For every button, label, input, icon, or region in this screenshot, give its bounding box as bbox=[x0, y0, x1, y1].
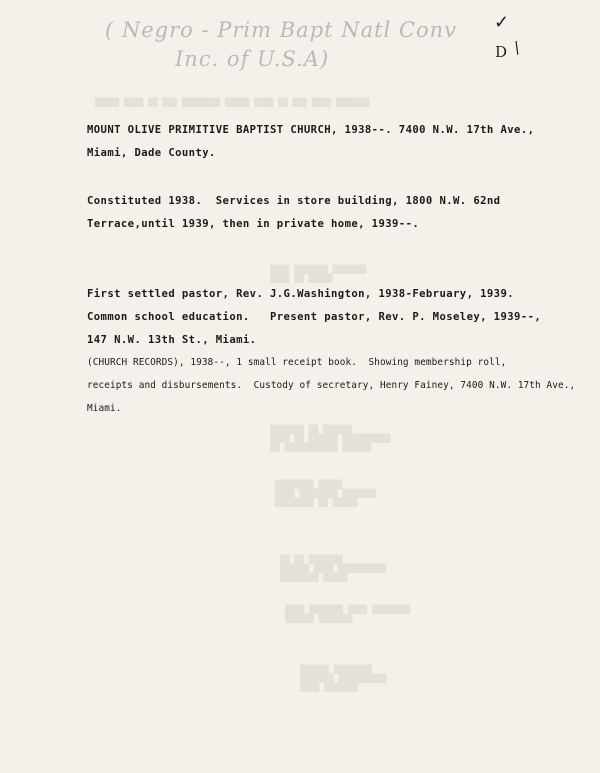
pen-stroke-icon: / bbox=[510, 37, 524, 58]
history-line-1: Constituted 1938. Services in store building, 1800 N.W. 62nd bbox=[87, 195, 501, 207]
history-line-2: Terrace,until 1939, then in private home, 1939--. bbox=[87, 218, 420, 230]
bleed-through-text: ████ ███████ ███████ ████ ██ █████ bbox=[270, 265, 367, 283]
church-location-line: Miami, Dade County. bbox=[87, 147, 216, 159]
pastor-line-1: First settled pastor, Rev. J.G.Washington, 1938-February, 1939. bbox=[87, 288, 515, 300]
margin-letter: D bbox=[495, 43, 508, 61]
records-line-2: receipts and disbursements. Custody of secretary, Henry Fainey, 7400 N.W. 17th Ave., bbox=[87, 380, 576, 391]
church-title-line: MOUNT OLIVE PRIMITIVE BAPTIST CHURCH, 1938--. 7400 N.W. 17th Ave., bbox=[87, 124, 535, 136]
bleed-through-text: █████ ████ ██ ███ ████████ █████ ████ ██ ███ ████ ███████ bbox=[95, 98, 370, 107]
pastor-line-3: 147 N.W. 13th St., Miami. bbox=[87, 334, 257, 346]
bleed-through-text: ████████ █████ ████ ████████ ███████ ████████ ██ █████ bbox=[275, 480, 377, 507]
records-line-1: (CHURCH RECORDS), 1938--, 1 small receipt book. Showing membership roll, bbox=[87, 357, 507, 368]
handwritten-note-line-2: Inc. of U.S.A) bbox=[175, 47, 330, 71]
check-mark-icon: ✓ bbox=[494, 12, 510, 33]
bleed-through-text: ██ ██ ███████ ██████ ████ ██████████ ████████ █████ bbox=[280, 555, 386, 582]
records-line-3: Miami. bbox=[87, 403, 122, 414]
bleed-through-text: ██████ ████████ ███████ ██████████ ████ ███████ bbox=[300, 665, 387, 692]
bleed-through-text: ████ ███████ ████ ████████ ██████ ███████ bbox=[285, 605, 411, 623]
bleed-through-text: ███████ ██ ██████ ████ ██ ██████ ██████████ ██ ███████████ ██████ bbox=[270, 425, 391, 452]
pastor-line-2: Common school education. Present pastor, Rev. P. Moseley, 1939--, bbox=[87, 311, 542, 323]
handwritten-note-line-1: ( Negro - Prim Bapt Natl Conv bbox=[105, 18, 458, 42]
